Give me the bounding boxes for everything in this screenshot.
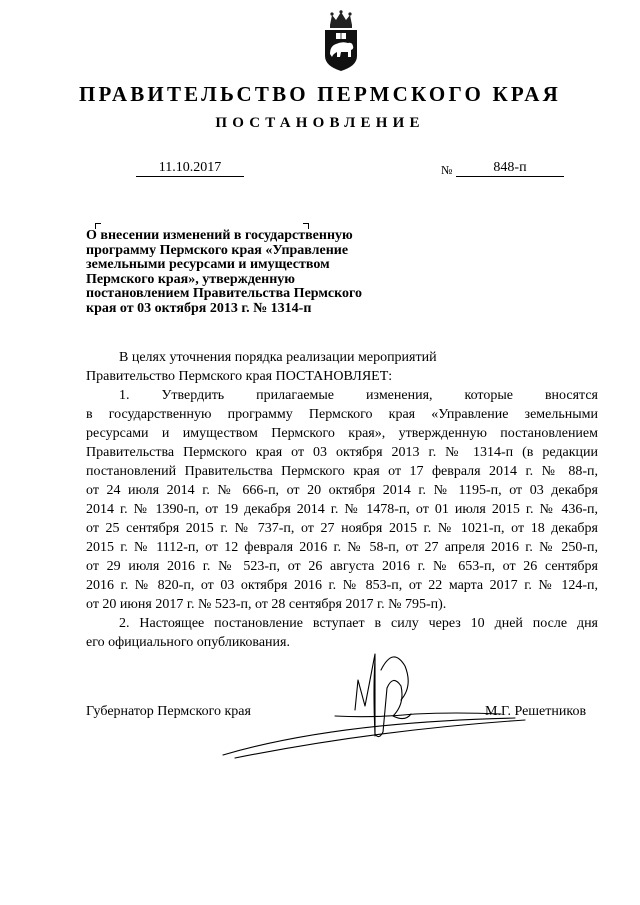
body-line: от 25 сентября 2015 г. № 737-п, от 27 ноября 2015 г. № 1021-п, от 18 декабря — [86, 521, 598, 536]
subject-line: края от 03 октября 2013 г. № 1314-п — [86, 300, 312, 316]
document-number: 848-п — [456, 160, 564, 177]
subject-line: Пермского края», утвержденную — [86, 271, 295, 287]
number-sign: № — [441, 163, 453, 177]
subject-line: земельными ресурсами и имуществом — [86, 257, 330, 272]
body-line: ресурсами и имуществом Пермского края», утвержденную постановлением — [86, 426, 598, 441]
body-line: от 20 июня 2017 г. № 523-п, от 28 сентября 2017 г. № 795-п). — [86, 597, 447, 612]
document-type: ПОСТАНОВЛЕНИЕ — [215, 115, 425, 131]
document-subject — [86, 229, 386, 316]
body-line: 2016 г. № 820-п, от 03 октября 2016 г. № 853-п, от 22 марта 2017 г. № 124-п, — [86, 578, 598, 593]
body-line: от 24 июля 2014 г. № 666-п, от 20 октября 2014 г. № 1195-п, от 03 декабря — [86, 483, 598, 498]
body-line: в государственную программу Пермского края «Управление земельными — [86, 407, 598, 422]
body-line: 1. Утвердить прилагаемые изменения, которые вносятся — [119, 388, 598, 403]
body-line: Правительства Пермского края от 03 октября 2013 г. № 1314-п (в редакции — [86, 445, 598, 460]
body-line: В целях уточнения порядка реализации мероприятий — [119, 350, 437, 365]
subject-line: О внесении изменений в государственную — [86, 228, 353, 243]
signer-position: Губернатор Пермского края — [86, 704, 251, 719]
body-line: постановлений Правительства Пермского края от 17 февраля 2014 г. № 88-п, — [86, 464, 598, 479]
handwritten-signature — [215, 640, 535, 770]
body-line: 2. Настоящее постановление вступает в силу через 10 дней после дня — [119, 616, 598, 631]
body-line: 2015 г. № 1112-п, от 12 февраля 2016 г. № 58-п, от 27 апреля 2016 г. № 250-п, — [86, 540, 598, 555]
signer-name: М.Г. Решетников — [485, 704, 587, 719]
document-date: 11.10.2017 — [136, 160, 244, 177]
body-line: от 29 июля 2016 г. № 523-п, от 26 августа 2016 г. № 653-п, от 26 сентября — [86, 559, 598, 574]
subject-line: программу Пермского края «Управление — [86, 242, 349, 258]
coat-of-arms-icon — [321, 10, 361, 72]
document-body — [86, 348, 598, 652]
body-line: его официального опубликования. — [86, 635, 290, 650]
body-line: 2014 г. № 1390-п, от 19 декабря 2014 г. № 1478-п, от 01 июля 2015 г. № 436-п, — [86, 502, 598, 517]
government-title: ПРАВИТЕЛЬСТВО ПЕРМСКОГО КРАЯ — [78, 82, 561, 106]
body-line: Правительство Пермского края ПОСТАНОВЛЯЕТ: — [86, 369, 393, 384]
subject-line: постановлением Правительства Пермского — [86, 286, 362, 301]
